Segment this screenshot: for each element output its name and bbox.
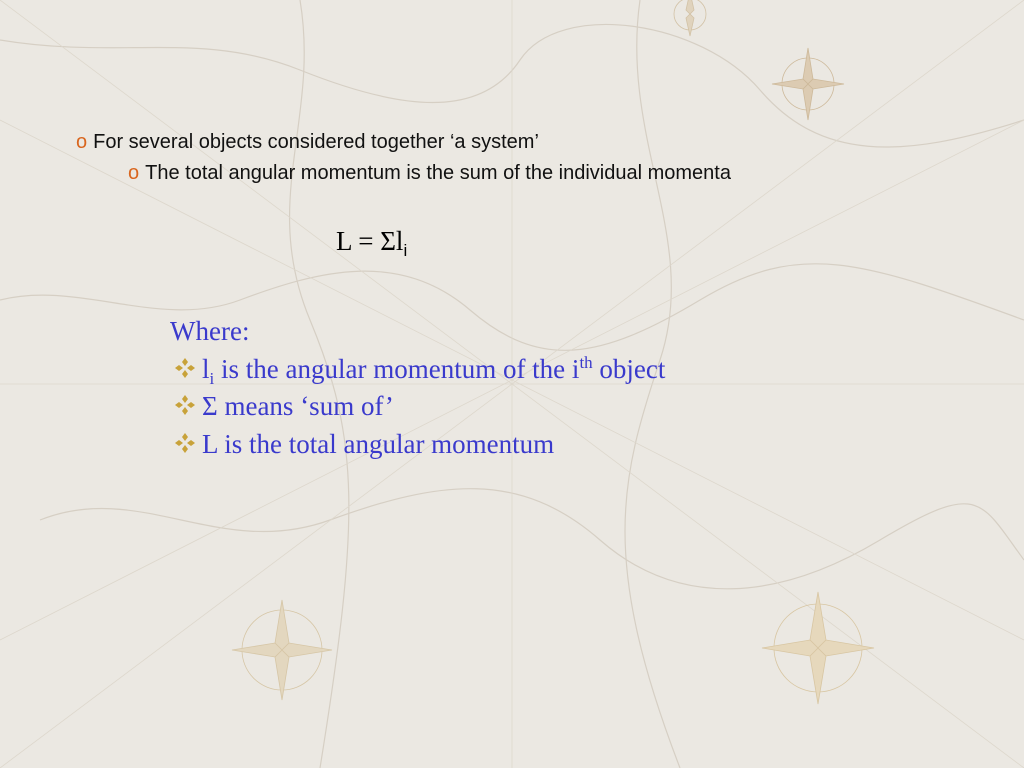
bullet-text: The total angular momentum is the sum of the individual momenta [145, 162, 731, 184]
bullet-text: For several objects considered together ‘a system’ [93, 131, 539, 153]
symbol-subscript: i [209, 369, 215, 388]
definition-text: is the angular momentum of the i [214, 354, 580, 384]
definition-text: L is the total angular momentum [202, 429, 555, 459]
diamond-bullet-icon [174, 357, 196, 379]
equation [336, 226, 408, 260]
definition-text: Σ means ‘sum of’ [202, 391, 394, 421]
bullet-marker: o [76, 131, 88, 153]
bullet-level1 [76, 131, 539, 154]
definition-item [174, 391, 394, 422]
bullet-marker: o [128, 162, 140, 184]
equation-lhs: L = Σl [336, 226, 404, 256]
bullet-level2 [128, 162, 731, 185]
diamond-bullet-icon [174, 394, 196, 416]
equation-subscript: i [403, 241, 408, 260]
definition-item [174, 353, 666, 388]
definition-item [174, 429, 554, 460]
superscript: th [579, 353, 593, 372]
symbol: l [202, 354, 210, 384]
definition-tail: object [592, 354, 666, 384]
definitions-heading: Where: [170, 316, 250, 346]
diamond-bullet-icon [174, 432, 196, 454]
